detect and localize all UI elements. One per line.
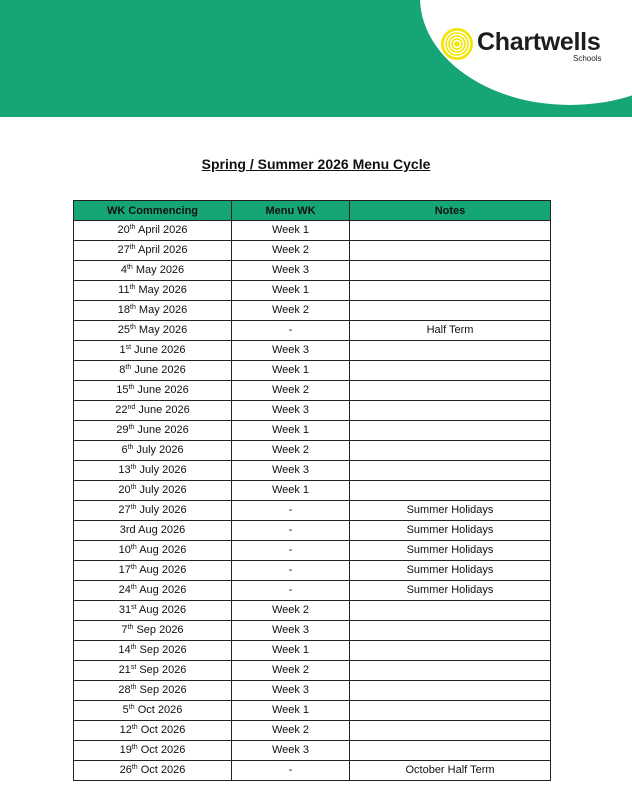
date-ordinal: th xyxy=(131,744,138,751)
table-row xyxy=(74,281,551,301)
menu-week-cell: Week 1 xyxy=(232,221,350,241)
week-commencing-cell xyxy=(74,701,232,721)
notes-cell xyxy=(350,281,551,301)
table-row xyxy=(74,461,551,481)
date-month-year: Sep 2026 xyxy=(139,664,187,676)
table-row xyxy=(74,641,551,661)
header-notes: Notes xyxy=(350,201,551,221)
week-commencing-cell xyxy=(74,441,232,461)
menu-week-cell: Week 1 xyxy=(232,701,350,721)
date-ordinal: th xyxy=(131,764,138,771)
date-month-year: Sep 2026 xyxy=(136,624,184,636)
date-day: 6 xyxy=(121,444,128,456)
table-row xyxy=(74,761,551,781)
notes-cell xyxy=(350,681,551,701)
notes-cell: Summer Holidays xyxy=(350,561,551,581)
week-commencing-cell xyxy=(74,281,232,301)
date-ordinal: th xyxy=(130,324,136,331)
date-day: 24 xyxy=(118,584,131,596)
menu-week-cell: Week 1 xyxy=(232,361,350,381)
table-row xyxy=(74,581,551,601)
notes-cell xyxy=(350,481,551,501)
header-banner xyxy=(0,0,632,117)
date-day: 31 xyxy=(118,604,132,616)
date-day: 11 xyxy=(118,284,130,296)
date-month-year: July 2026 xyxy=(139,504,187,516)
date-month-year: July 2026 xyxy=(139,464,187,476)
menu-week-cell: - xyxy=(232,521,350,541)
notes-cell: Half Term xyxy=(350,321,551,341)
date-day: 21 xyxy=(118,664,131,676)
notes-cell: Summer Holidays xyxy=(350,581,551,601)
table-row xyxy=(74,441,551,461)
notes-cell xyxy=(350,421,551,441)
date-month-year: May 2026 xyxy=(138,304,188,316)
date-day: 1 xyxy=(119,344,126,356)
week-commencing-cell xyxy=(74,721,232,741)
date-month-year: June 2026 xyxy=(138,404,190,416)
week-commencing-cell xyxy=(74,641,232,661)
menu-week-cell: Week 1 xyxy=(232,421,350,441)
table-row xyxy=(74,421,551,441)
week-commencing-cell xyxy=(74,481,232,501)
notes-cell xyxy=(350,221,551,241)
menu-week-cell: Week 2 xyxy=(232,241,350,261)
date-day: 3rd Aug 2026 xyxy=(119,524,186,536)
notes-cell xyxy=(350,461,551,481)
menu-week-cell: - xyxy=(232,761,350,781)
date-month-year: Aug 2026 xyxy=(139,564,187,576)
date-ordinal: th xyxy=(129,284,136,291)
table-row xyxy=(74,601,551,621)
menu-cycle-table xyxy=(73,200,551,781)
menu-week-cell: Week 3 xyxy=(232,621,350,641)
menu-week-cell: Week 3 xyxy=(232,741,350,761)
date-month-year: Aug 2026 xyxy=(139,584,187,596)
date-ordinal: th xyxy=(130,304,136,311)
table-row xyxy=(74,321,551,341)
notes-cell: Summer Holidays xyxy=(350,541,551,561)
menu-week-cell: Week 2 xyxy=(232,301,350,321)
date-day: 5 xyxy=(122,704,129,716)
notes-cell xyxy=(350,701,551,721)
notes-cell xyxy=(350,381,551,401)
date-day: 26 xyxy=(119,764,132,776)
notes-cell xyxy=(350,661,551,681)
swirl-logo-icon xyxy=(440,27,474,61)
date-month-year: July 2026 xyxy=(139,484,187,496)
notes-cell: October Half Term xyxy=(350,761,551,781)
date-day: 29 xyxy=(116,424,129,436)
week-commencing-cell xyxy=(74,761,232,781)
date-day: 22 xyxy=(115,404,128,416)
date-ordinal: th xyxy=(130,644,137,651)
menu-week-cell: - xyxy=(232,501,350,521)
date-ordinal: th xyxy=(130,464,137,471)
date-month-year: July 2026 xyxy=(136,444,184,456)
menu-week-cell: Week 1 xyxy=(232,281,350,301)
menu-week-cell: Week 3 xyxy=(232,261,350,281)
week-commencing-cell xyxy=(74,421,232,441)
date-day: 25 xyxy=(117,324,131,336)
menu-week-cell: Week 1 xyxy=(232,641,350,661)
date-day: 12 xyxy=(119,724,132,736)
table-row xyxy=(74,501,551,521)
date-ordinal: th xyxy=(130,484,137,491)
date-month-year: June 2026 xyxy=(137,424,189,436)
menu-week-cell: - xyxy=(232,581,350,601)
menu-week-cell: Week 3 xyxy=(232,681,350,701)
date-day: 18 xyxy=(117,304,131,316)
week-commencing-cell xyxy=(74,621,232,641)
week-commencing-cell xyxy=(74,401,232,421)
date-ordinal: th xyxy=(126,264,133,271)
date-month-year: June 2026 xyxy=(137,384,189,396)
table-row xyxy=(74,401,551,421)
date-ordinal: th xyxy=(128,384,135,391)
date-day: 20 xyxy=(118,484,131,496)
date-ordinal: nd xyxy=(127,404,136,411)
week-commencing-cell xyxy=(74,361,232,381)
date-ordinal: th xyxy=(128,424,135,431)
week-commencing-cell xyxy=(74,261,232,281)
week-commencing-cell xyxy=(74,521,232,541)
date-ordinal: th xyxy=(129,244,136,251)
week-commencing-cell xyxy=(74,561,232,581)
notes-cell xyxy=(350,601,551,621)
week-commencing-cell xyxy=(74,581,232,601)
table-row xyxy=(74,721,551,741)
table-row xyxy=(74,521,551,541)
table-row xyxy=(74,481,551,501)
date-month-year: May 2026 xyxy=(138,324,188,336)
date-month-year: Aug 2026 xyxy=(139,604,187,616)
menu-week-cell: - xyxy=(232,561,350,581)
date-day: 7 xyxy=(121,624,128,636)
date-month-year: Oct 2026 xyxy=(140,744,186,756)
date-ordinal: th xyxy=(130,504,137,511)
date-month-year: Sep 2026 xyxy=(139,644,187,656)
date-day: 27 xyxy=(118,504,131,516)
date-ordinal: st xyxy=(131,604,137,611)
notes-cell: Summer Holidays xyxy=(350,501,551,521)
notes-cell xyxy=(350,741,551,761)
date-day: 13 xyxy=(118,464,131,476)
date-ordinal: th xyxy=(130,564,137,571)
week-commencing-cell xyxy=(74,601,232,621)
header-wk-commencing: WK Commencing xyxy=(74,201,232,221)
brand-name: Chartwells xyxy=(477,28,601,56)
menu-week-cell: - xyxy=(232,541,350,561)
date-day: 4 xyxy=(120,264,127,276)
brand-subtitle: Schools xyxy=(573,54,602,63)
date-month-year: Aug 2026 xyxy=(139,544,187,556)
date-day: 17 xyxy=(118,564,131,576)
table-row xyxy=(74,661,551,681)
date-day: 8 xyxy=(119,364,126,376)
table-row xyxy=(74,681,551,701)
table-row xyxy=(74,361,551,381)
date-ordinal: st xyxy=(125,344,132,351)
date-ordinal: th xyxy=(128,704,135,711)
date-day: 20 xyxy=(117,224,130,236)
table-row xyxy=(74,741,551,761)
date-month-year: June 2026 xyxy=(134,344,186,356)
notes-cell: Summer Holidays xyxy=(350,521,551,541)
date-month-year: Oct 2026 xyxy=(137,704,183,716)
table-row xyxy=(74,621,551,641)
page-title: Spring / Summer 2026 Menu Cycle xyxy=(201,156,431,172)
date-day: 10 xyxy=(118,544,131,556)
date-month-year: Sep 2026 xyxy=(139,684,187,696)
menu-week-cell: Week 2 xyxy=(232,721,350,741)
week-commencing-cell xyxy=(74,221,232,241)
notes-cell xyxy=(350,441,551,461)
week-commencing-cell xyxy=(74,741,232,761)
menu-week-cell: Week 2 xyxy=(232,441,350,461)
date-month-year: Oct 2026 xyxy=(140,764,186,776)
notes-cell xyxy=(350,621,551,641)
week-commencing-cell xyxy=(74,301,232,321)
date-day: 14 xyxy=(118,644,131,656)
notes-cell xyxy=(350,361,551,381)
date-ordinal: th xyxy=(129,224,136,231)
notes-cell xyxy=(350,241,551,261)
date-ordinal: th xyxy=(125,364,132,371)
date-ordinal: th xyxy=(131,724,138,731)
notes-cell xyxy=(350,641,551,661)
table-row xyxy=(74,261,551,281)
date-day: 28 xyxy=(118,684,131,696)
date-day: 19 xyxy=(119,744,132,756)
table-row xyxy=(74,221,551,241)
date-ordinal: st xyxy=(130,664,137,671)
date-day: 15 xyxy=(116,384,129,396)
notes-cell xyxy=(350,261,551,281)
table-row xyxy=(74,701,551,721)
table-row xyxy=(74,561,551,581)
notes-cell xyxy=(350,401,551,421)
date-ordinal: th xyxy=(130,584,137,591)
week-commencing-cell xyxy=(74,321,232,341)
table-row xyxy=(74,541,551,561)
date-month-year: April 2026 xyxy=(138,244,188,256)
menu-week-cell: Week 2 xyxy=(232,601,350,621)
week-commencing-cell xyxy=(74,341,232,361)
notes-cell xyxy=(350,721,551,741)
menu-week-cell: Week 3 xyxy=(232,461,350,481)
week-commencing-cell xyxy=(74,681,232,701)
menu-week-cell: Week 2 xyxy=(232,381,350,401)
table-row xyxy=(74,341,551,361)
week-commencing-cell xyxy=(74,381,232,401)
table-header-row xyxy=(74,201,551,221)
menu-week-cell: Week 3 xyxy=(232,401,350,421)
date-month-year: May 2026 xyxy=(138,284,187,296)
menu-week-cell: Week 1 xyxy=(232,481,350,501)
week-commencing-cell xyxy=(74,241,232,261)
week-commencing-cell xyxy=(74,461,232,481)
table-row xyxy=(74,241,551,261)
date-ordinal: th xyxy=(127,624,134,631)
date-ordinal: th xyxy=(130,544,137,551)
date-month-year: April 2026 xyxy=(138,224,188,236)
notes-cell xyxy=(350,301,551,321)
date-ordinal: th xyxy=(130,684,137,691)
notes-cell xyxy=(350,341,551,361)
date-month-year: May 2026 xyxy=(135,264,185,276)
header-menu-wk: Menu WK xyxy=(232,201,350,221)
chartwells-logo xyxy=(440,27,620,67)
table-row xyxy=(74,301,551,321)
menu-week-cell: Week 2 xyxy=(232,661,350,681)
date-month-year: Oct 2026 xyxy=(140,724,186,736)
menu-week-cell: - xyxy=(232,321,350,341)
menu-week-cell: Week 3 xyxy=(232,341,350,361)
week-commencing-cell xyxy=(74,501,232,521)
date-day: 27 xyxy=(117,244,130,256)
date-month-year: June 2026 xyxy=(134,364,186,376)
week-commencing-cell xyxy=(74,661,232,681)
week-commencing-cell xyxy=(74,541,232,561)
date-ordinal: th xyxy=(127,444,134,451)
table-row xyxy=(74,381,551,401)
